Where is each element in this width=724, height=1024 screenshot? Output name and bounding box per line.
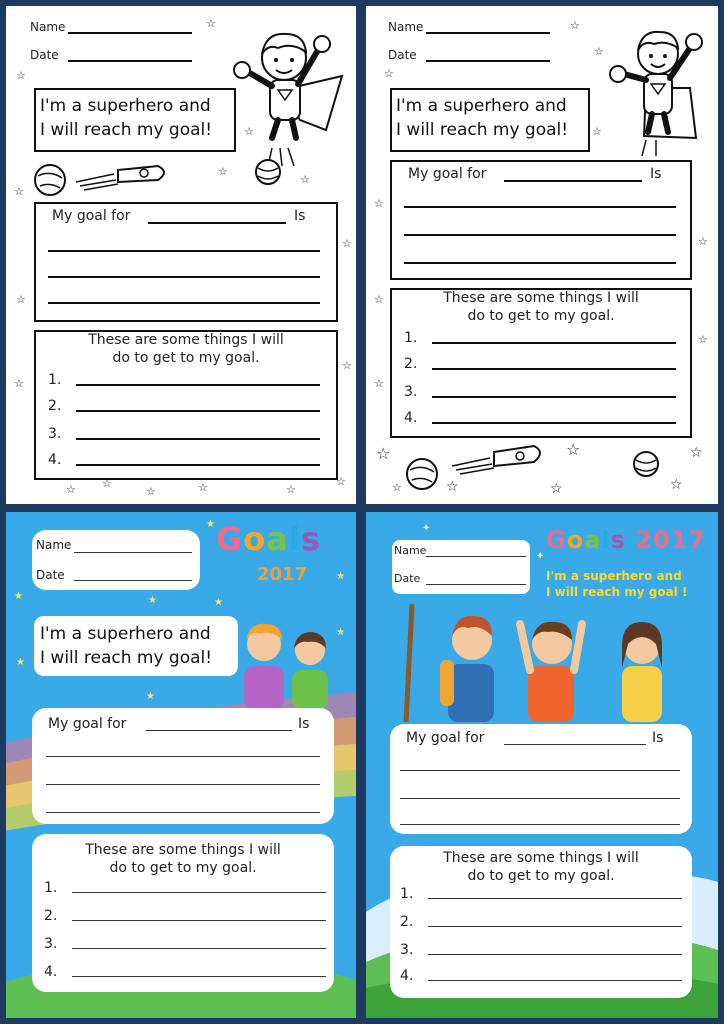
star-icon: ☆ <box>286 483 296 496</box>
sub-line1: I'm a superhero and <box>546 569 682 583</box>
name-field[interactable] <box>68 32 192 34</box>
star-icon: ★ <box>214 597 223 608</box>
steps-line2: do to get to my goal. <box>467 868 615 884</box>
goal-suffix: Is <box>650 166 662 182</box>
name-label: Name <box>394 544 427 557</box>
step-number: 1. <box>48 372 62 388</box>
step-number: 2. <box>400 914 414 930</box>
name-field[interactable] <box>426 32 550 34</box>
star-icon: ☆ <box>342 237 352 250</box>
name-label: Name <box>36 538 72 552</box>
star-icon: ☆ <box>336 475 346 488</box>
goal-line[interactable] <box>400 824 680 825</box>
steps-line2: do to get to my goal. <box>109 860 257 876</box>
rocket-icon <box>32 156 172 200</box>
goals-year: 2017 <box>256 564 308 585</box>
step-line[interactable] <box>76 384 320 386</box>
star-icon: ☆ <box>550 481 563 497</box>
date-label: Date <box>394 572 421 585</box>
step-number: 1. <box>44 880 58 896</box>
goals-title: Goals <box>216 520 321 558</box>
steps-line1: These are some things I will <box>443 290 639 306</box>
step-line[interactable] <box>76 410 320 412</box>
step-line[interactable] <box>72 892 326 893</box>
step-number: 4. <box>48 452 62 468</box>
step-number: 2. <box>48 398 62 414</box>
step-line[interactable] <box>432 396 676 398</box>
step-number: 3. <box>400 942 414 958</box>
step-line[interactable] <box>432 422 676 424</box>
step-number: 2. <box>44 908 58 924</box>
star-icon: ☆ <box>66 483 76 496</box>
name-field[interactable] <box>74 552 192 553</box>
step-line[interactable] <box>428 954 682 955</box>
goal-line[interactable] <box>400 770 680 771</box>
superhero-line2: I will reach my goal! <box>396 120 569 140</box>
goal-line[interactable] <box>46 756 320 757</box>
step-number: 1. <box>404 330 418 346</box>
star-icon: ★ <box>16 657 25 668</box>
goal-line[interactable] <box>48 276 320 278</box>
goal-period-field[interactable] <box>504 180 642 182</box>
star-icon: ☆ <box>244 125 254 138</box>
superhero-icon <box>222 20 354 170</box>
star-icon: ☆ <box>102 477 112 490</box>
name-label: Name <box>388 20 424 34</box>
date-label: Date <box>388 48 417 62</box>
steps-line2: do to get to my goal. <box>112 350 260 366</box>
star-icon: ☆ <box>592 125 602 138</box>
star-icon: ☆ <box>594 45 604 58</box>
step-number: 4. <box>404 410 418 426</box>
worksheet-bw-1 <box>6 6 356 504</box>
star-icon: ☆ <box>698 235 708 248</box>
goal-suffix: Is <box>294 208 306 224</box>
goal-period-field[interactable] <box>504 744 646 745</box>
step-number: 2. <box>404 356 418 372</box>
star-icon: ☆ <box>690 445 703 461</box>
worksheet-color-1 <box>6 512 356 1018</box>
star-icon: ☆ <box>698 333 708 346</box>
star-icon: ☆ <box>206 17 216 30</box>
step-number: 3. <box>44 936 58 952</box>
star-icon: ☆ <box>384 67 394 80</box>
star-icon: ★ <box>148 595 157 606</box>
date-field[interactable] <box>68 60 192 62</box>
star-icon: ☆ <box>146 485 156 498</box>
step-number: 3. <box>48 426 62 442</box>
goal-line[interactable] <box>46 784 320 785</box>
step-line[interactable] <box>76 438 320 440</box>
steps-line2: do to get to my goal. <box>467 308 615 324</box>
step-line[interactable] <box>428 926 682 927</box>
star-icon: ☆ <box>374 197 384 210</box>
steps-line1: These are some things I will <box>85 842 281 858</box>
goal-line[interactable] <box>400 798 680 799</box>
step-number: 3. <box>404 384 418 400</box>
worksheet-color-2 <box>366 512 718 1018</box>
star-icon: ☆ <box>374 377 384 390</box>
steps-line1: These are some things I will <box>443 850 639 866</box>
date-field[interactable] <box>74 580 192 581</box>
name-field[interactable] <box>426 556 526 557</box>
date-field[interactable] <box>426 60 550 62</box>
goal-line[interactable] <box>48 302 320 304</box>
goal-prefix: My goal for <box>52 208 131 224</box>
step-number: 4. <box>400 968 414 984</box>
step-number: 1. <box>400 886 414 902</box>
step-line[interactable] <box>428 898 682 899</box>
date-label: Date <box>36 568 65 582</box>
star-icon: ☆ <box>376 444 391 463</box>
name-label: Name <box>30 20 66 34</box>
star-icon: ★ <box>14 591 23 602</box>
step-line[interactable] <box>72 948 326 949</box>
step-line[interactable] <box>72 920 326 921</box>
star-icon: ☆ <box>198 481 208 494</box>
star-icon: ☆ <box>14 377 24 390</box>
star-icon: ☆ <box>16 69 26 82</box>
goal-prefix: My goal for <box>406 730 485 746</box>
superhero-line2: I will reach my goal! <box>40 648 213 668</box>
step-number: 4. <box>44 964 58 980</box>
steps-line1: These are some things I will <box>88 332 284 348</box>
superhero-line1: I'm a superhero and <box>396 96 567 116</box>
goal-period-field[interactable] <box>148 222 286 224</box>
step-line[interactable] <box>432 342 676 344</box>
goal-line[interactable] <box>404 262 676 264</box>
kids-illustration-icon <box>396 604 696 722</box>
planet-icon <box>632 450 660 478</box>
superhero-line2: I will reach my goal! <box>40 120 213 140</box>
star-icon: ☆ <box>446 479 459 495</box>
goal-suffix: Is <box>298 716 310 732</box>
star-icon: ☆ <box>14 185 24 198</box>
star-icon: ☆ <box>16 293 26 306</box>
star-icon: ✦ <box>536 551 545 562</box>
star-icon: ☆ <box>374 293 384 306</box>
star-icon: ★ <box>336 571 345 582</box>
sub-line2: I will reach my goal ! <box>546 585 688 599</box>
step-line[interactable] <box>72 976 326 977</box>
step-line[interactable] <box>76 464 320 466</box>
goal-suffix: Is <box>652 730 664 746</box>
star-icon: ★ <box>336 627 345 638</box>
goals-title: Goals 2017 <box>546 526 707 554</box>
superhero-line1: I'm a superhero and <box>40 96 211 116</box>
goal-line[interactable] <box>46 812 320 813</box>
step-line[interactable] <box>428 980 682 981</box>
star-icon: ☆ <box>218 165 228 178</box>
superhero-icon <box>606 18 710 158</box>
date-label: Date <box>30 48 59 62</box>
star-icon: ☆ <box>570 19 580 32</box>
goal-period-field[interactable] <box>146 730 292 731</box>
date-field[interactable] <box>426 584 526 585</box>
star-icon: ★ <box>206 519 215 530</box>
star-icon: ★ <box>146 691 155 702</box>
star-icon: ☆ <box>566 440 581 459</box>
star-icon: ☆ <box>300 173 310 186</box>
star-icon: ☆ <box>342 359 352 372</box>
kids-illustration-icon <box>232 616 338 710</box>
worksheet-bw-2 <box>366 6 718 504</box>
star-icon: ✦ <box>422 523 431 534</box>
rocket-icon <box>402 436 652 495</box>
goal-prefix: My goal for <box>48 716 127 732</box>
planet-icon <box>254 158 282 186</box>
star-icon: ☆ <box>392 481 402 494</box>
goal-prefix: My goal for <box>408 166 487 182</box>
step-line[interactable] <box>432 368 676 370</box>
goal-line[interactable] <box>48 250 320 252</box>
superhero-line1: I'm a superhero and <box>40 624 211 644</box>
star-icon: ☆ <box>670 477 683 493</box>
goal-line[interactable] <box>404 206 676 208</box>
goal-line[interactable] <box>404 234 676 236</box>
